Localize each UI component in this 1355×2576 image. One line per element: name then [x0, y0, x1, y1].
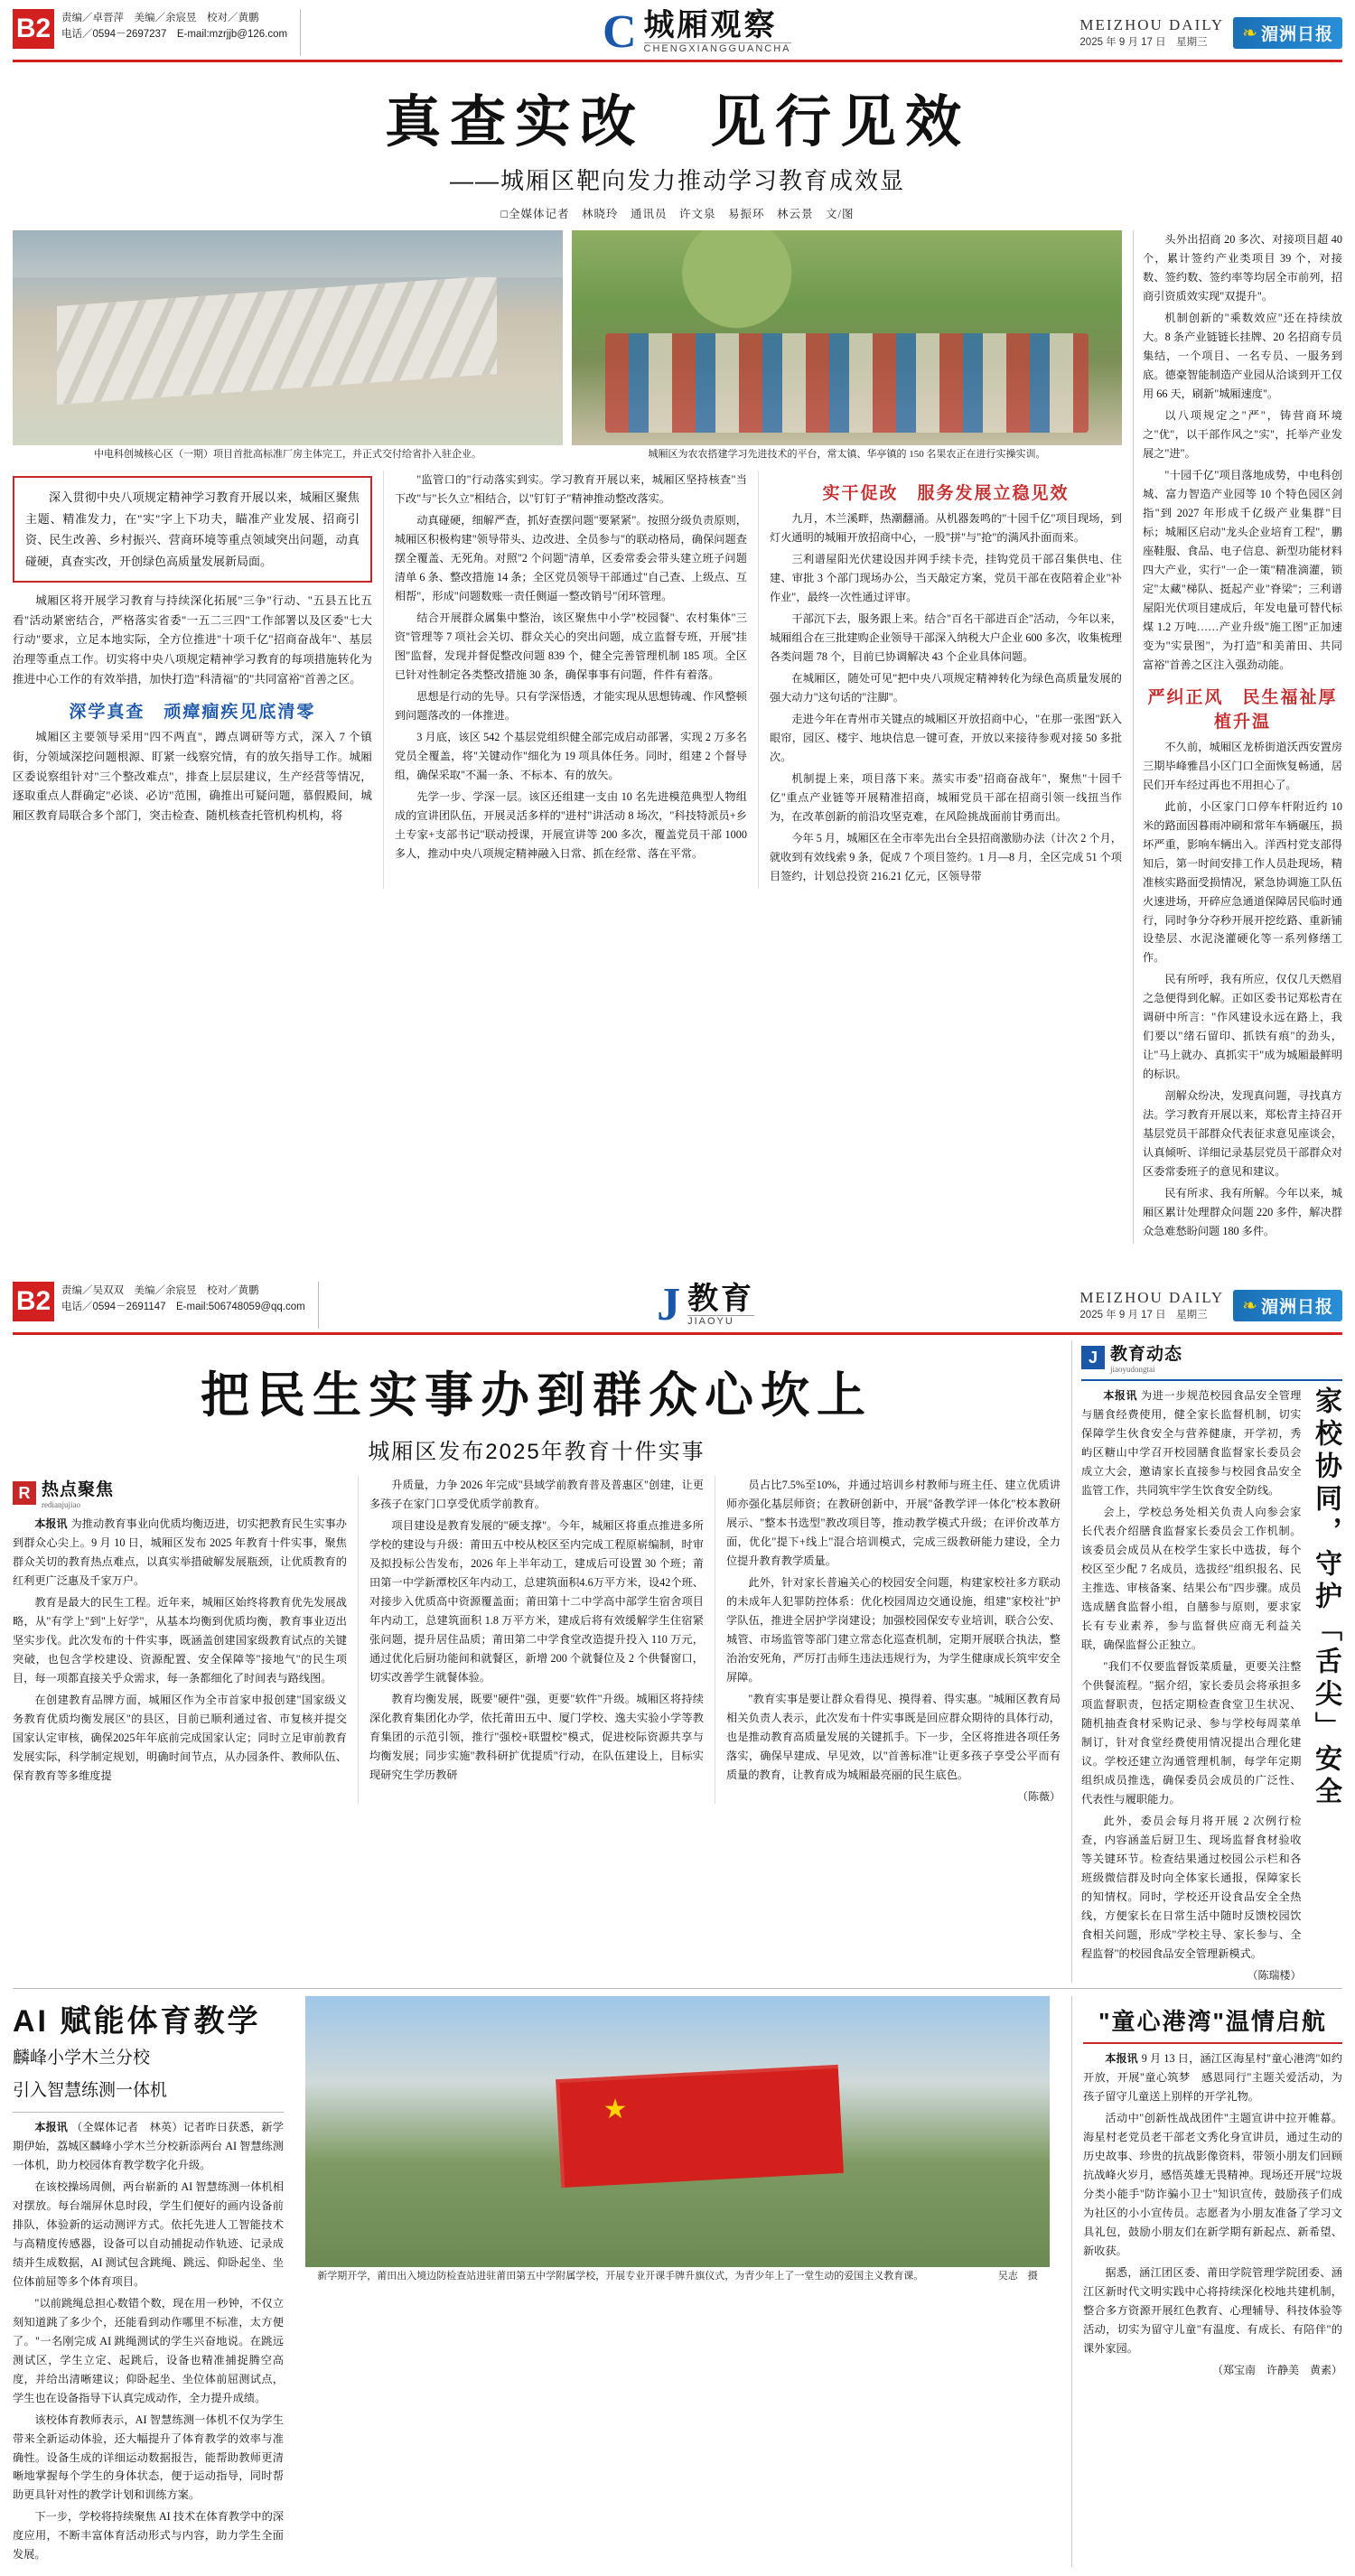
editor-credits [61, 9, 301, 56]
sidebar-paragraph: "我们不仅要监督饭菜质量，更要关注整个供餐流程。"据介绍，家长委员会将承担多项监督职责，包括定期检查食堂卫生状况、随机抽查食材采购记录、参与学校每周菜单制订，针对食堂经费使用情况提出合理化建议。学校还建立沟通管理机制，每学年定期组织成员推选，确保委员会成员的广泛性、代表性与履职能力。 [1081, 1660, 1302, 1806]
body-paragraph: 城厢区主要领导采用"四不两直"，蹲点调研等方式，深入 7 个镇街，分领域深挖问题根源、盯紧一线察究情，有的放矢指导工作。城厢区委说察组针对"三个整改难点"，排查上层层建议，生产经营等情况，逐取重点人群确定"必谈、必访"范围，确推出可疑问题，慕假殿间，城厢区教育局联合多个部门，突击检查、随机核查托管机构机构，将 [13, 731, 372, 822]
body-paragraph: 先学一步、学深一层。该区还组建一支由 10 名先进模范典型人物组成的宣讲团队伍，开展灵活多样的"进村"讲活动 8 场次，"科技特派员+乡土专家+支部书记"联动授课，开展宣讲等 200 多次，覆盖党员干部 1000 多人，推动中央八项规定精神融入日常、抓在经常、落在平常。 [394, 790, 747, 861]
subsection-heading-2: 实干促改 服务发展立稳见效 [822, 484, 1070, 504]
dispatch-label: 本报讯 [34, 2120, 68, 2133]
flag-raising-ceremony-photo [305, 1996, 1050, 2267]
section-name-pinyin: CHENGXIANGGUANCHA [643, 43, 791, 55]
hotspot-pinyin: redianjujiao [42, 1500, 80, 1510]
sidebar-paragraph: "十园千亿"项目落地成势，中电科创城、富力智造产业园等 10 个特色园区剑指"到 2027 年形成千亿级产业集群"目标；城厢区启动"龙头企业培育工程"，鹏座鞋服、食品、电子信息、新型功能材料四大产业，实行"一企一策"精准滴灌，锁定"太藏"梯队、挺起产业"脊梁"；三利谱屋阳光伏项目建成后，年发电量可替代标煤 1.2 万吨……产业升级"施工图"正加速变为"实景图"，为打造"和美莆田、共同富裕"首善之区注入强劲动能。 [1143, 468, 1342, 671]
page-2-headline: 把民生实事办到群众心坎上 [201, 1368, 873, 1423]
credits-line-2: 电话／0594－2697237 E-mail:mzrjjb@126.com [61, 28, 288, 40]
ai-article-subtitle-2: 引入智慧练测一体机 [13, 2081, 168, 2101]
section-name-pinyin: JIAOYU [687, 1315, 754, 1328]
dispatch-label: 本报讯 [1103, 1389, 1137, 1403]
page-1-subheadline: ——城厢区靶向发力推动学习教育成效显 [449, 167, 905, 194]
sidebar-paragraph: 机制创新的"乘数效应"还在持续放大。8 条产业链链长挂牌、20 名招商专员集结，一个项目、一名专员、一服务到底。德豪智能制造产业园从洽谈到开工仅用 66 天，刷新"城厢速度"。 [1143, 311, 1342, 400]
section-letter: J [657, 1279, 681, 1331]
tongxin-paragraph: 据悉，涵江团区委、莆田学院管理学院团委、涵江区新时代文明实践中心将持续深化校地共建机制，整合多方资源开展红色教育、心理辅导、科技体验等活动，切实为留守儿童"有温度、有成长、有陪伴"的课外家园。 [1083, 2265, 1342, 2355]
body-paragraph: 结合开展群众属集中整治，该区聚焦中小学"校园餐"、农村集体"三资"管理等 7 项社会关切、群众关心的突出问题，成立监督专班，开展"挂图"监督，发现并督促整改问题 839 个，健全完善管理机制 185 项。全区已针对性制定各类整改措施 30 条，确保事事有问题，件件有着落。 [394, 611, 747, 682]
body-paragraph: 项目建设是教育发展的"硬支撑"。今年，城厢区将重点推进多所学校的建设与升级：莆田五中校从校区至内完成工程原崭编制，时审及拟投标公告发布，2026 年上半年动工，建成后可设置 30 个班；莆田第一中学新潭校区年内动工，总建筑面积4.6万平方米，设42个班、对接步入优质高中资源覆盖面；莆田第十二中学高中部学生宿舍项目年内动工，总建筑面积 1.8 万平方米，建成后将有效缓解学生住宿紧张问题，提升居住品质；莆田第二中学食堂改造提升投入 110 万元，通过优化后厨功能间和就餐区，新增 200 个就餐位及 2 个供餐窗口，切实改善学生就餐体验。 [369, 1519, 704, 1685]
section-name-cn: 城厢观察 [643, 8, 778, 43]
publication-logo [1233, 17, 1342, 49]
sidebar-vertical-headline: 家校协同，守护「舌尖」安全 [1311, 1386, 1341, 1810]
tongxin-author-credit: （郑宝南 许静美 黄素） [1211, 2363, 1342, 2376]
logo-text: 湄洲日报 [1260, 24, 1333, 44]
credits-line-2: 电话／0594－2691147 E-mail:506748059@qq.com [61, 1302, 305, 1313]
sidebar-paragraph: 不久前，城厢区龙桥街道沃西安置房三期毕峰雅昌小区门口全面恢复畅通，居民们开车经过再也不用担心了。 [1143, 740, 1342, 791]
tongxin-title: "童心港湾"温情启航 [1098, 2007, 1327, 2035]
hotspot-letter-badge: R [13, 1481, 36, 1505]
body-paragraph: 九月，木兰溪畔，热潮翻涌。从机器轰鸣的"十园千亿"项目现场，到灯火通明的城厢开放招商中心，一股"拼"与"抢"的满风扑面而来。 [769, 512, 1122, 545]
sidebar-subsection-heading: 严纠正风 民生福祉厚植升温 [1147, 687, 1338, 732]
section-title-block [332, 1279, 1080, 1331]
sidebar-author-credit: （陈瑞楼） [1247, 1968, 1302, 1982]
divider [1081, 1379, 1342, 1381]
dateline: 2025 年 9 月 17 日 星期三 [1079, 1310, 1208, 1321]
body-paragraph: 思想是行动的先导。只有学深悟透，才能实现从思想铸魂、作风整顿到问题落改的一体推进。 [394, 690, 747, 723]
divider [1083, 2042, 1342, 2044]
publication-logo [1233, 1290, 1342, 1321]
dispatch-label: 本报讯 [1105, 2051, 1138, 2065]
body-paragraph: 三利谱屋阳光伏建设因并网手续卡壳，挂钩党员干部召集供电、住建、审批 3 个部门现场办公，当天敲定方案，党员干部在夜陪着企业"补作业"，最终一次性通过评审。 [769, 553, 1122, 604]
page-2-sidebar [1071, 1340, 1342, 1983]
photo-caption: 中电科创城核心区（一期）项目首批高标准厂房主体完工，并正式交付给省扑入驻企业。 [94, 449, 481, 460]
newspaper-page-1 [0, 0, 1355, 1253]
sidebar-paragraph: 民有所呼，我有所应，仅仅几天燃眉之急便得到化解。正如区委书记郑松青在调研中所言："作风建设永远在路上，我们要以"绪石留印、抓铁有痕"的劲头，让"马上就办、真抓实干"成为城厢最鲜明的标识。 [1143, 973, 1342, 1081]
photo-caption: 新学期开学，莆田出入境边防检查站进驻莆田第五中学附属学校，开展专业开课手牌升旗仪式，为青少年上了一堂生动的爱国主义教育课。 吴志 摄 [317, 2270, 1038, 2282]
newspaper-page-2 [0, 1273, 1355, 2576]
article-author-credit: （陈薇） [1016, 1789, 1061, 1803]
dispatch-label: 本报讯 [34, 1517, 68, 1531]
sidebar-paragraph: 头外出招商 20 多次、对接项目超 40 个，累计签约产业类项目 39 个，对接数、签约数、签约率等均居全市前列，招商引资质效实现"双提升"。 [1143, 233, 1342, 303]
page-2-subheadline: 城厢区发布2025年教育十件实事 [368, 1440, 706, 1465]
credits-line-1: 责编／吴双双 美编／余宸昱 校对／黄鹏 [61, 1285, 259, 1297]
flag-ceremony-photo-block [294, 1996, 1061, 2568]
page-separator [0, 1253, 1355, 1273]
sidebar-paragraph: 剖解众纷决，发现真问题，寻找真方法。学习教育开展以来，郑松青主持召开基层党员干部群众代表征求意见座谈会，认真倾听、详细记录基层党员干部群众对区委常委班子的意见和建议。 [1143, 1089, 1342, 1179]
page-1-headline: 真查实改 见行见效 [384, 91, 970, 154]
sidebar-paragraph: 此前，小区家门口停车杆附近约 10 米的路面因暮雨冲刷和常年车辆碾压，损坏严重，影响车辆出入。洋西村党支部得知后，第一时间安排工作人员赴现场，精准核实路面受损情况，紧急协调施工队伍火速进场，开碎应急通道保障居民临时通行，同时争分夺秒开展开挖纥路、重新铺设垫层、水泥浇灌硬化等一系列修缮工作。 [1143, 799, 1342, 965]
masthead-right [1079, 9, 1342, 56]
ai-article [13, 1996, 284, 2568]
logo-text: 湄洲日报 [1260, 1297, 1333, 1317]
sidebar-letter-badge: J [1081, 1346, 1105, 1369]
section-name-cn: 教育 [687, 1281, 755, 1316]
body-paragraph: 员占比7.5%至10%，并通过培训乡村教师与班主任、建立优质讲师亦强化基层师资；在教研创新中，开展"备教学评一体化"校本教研展示、"整本书选型"教改项目等，推动教学模式升级；在评价改革方面，优化"提下+线上"混合培训模式，完成三级教研能力建设，全力位提升教育教学质量。 [726, 1479, 1061, 1568]
lead-paragraph: 为推动教育事业向优质均衡迈进，切实把教育民生实事办到群众心尖上。9 月 10 日，城厢区发布 2025 年教育十件实事，聚焦群众关切的教育热点难点，以真实举措破解发展瓶颈，让优质教育的红利更广泛惠及千家万户。 [13, 1517, 347, 1588]
body-paragraph: 机制提上来，项目落下来。蒸实市委"招商奋战年"，聚焦"十园千亿"重点产业链等开展精准招商，城厢党员干部在招商引领一线扭当作为，在改革创新的前沿攻坚克难，在风险挑战面前甘勇而出。 [769, 772, 1122, 824]
masthead-page-2 [13, 1279, 1342, 1335]
page-1-byline: □全媒体记者 林晓玲 通讯员 许文泉 易振环 林云景 文/图 [500, 208, 855, 220]
ai-paragraph: "以前跳绳总担心数错个数，现在用一秒钟，不仅立刻知道跳了多少个，还能看到动作哪里不标准，太方便了。"一名刚完成 AI 跳绳测试的学生兴奋地说。在跳远测试区，学生立定、起跳后，设备也精准捕捉腾空高度，并给出清晰建议；仰卧起坐、坐位体前屈测试点，学生也在设备指导下认真完成动作，全力提升成绩。 [13, 2296, 284, 2404]
sidebar-paragraph: 为进一步规范校园食品安全管理与膳食经费使用，健全家长监督机制，切实保障学生伙食安全与营养健康，开学初，秀屿区糖山中学召开校园膳食监督家长委员会成立大会，邀请家长直接参与校园食品安全监管工作，共同筑牢学生饮食安全防线。 [1081, 1389, 1302, 1498]
body-paragraph: 3 月底，该区 542 个基层党组织健全部完成启动部署，实现 2 万多名党员全覆盖，将"关键动作"细化为 19 项具体任务。同时，组建 2 个督导组，确保采取"不漏一条、不标本、有的放矢。 [394, 731, 747, 782]
daily-title-en: MEIZHOU DAILY [1079, 16, 1225, 33]
photo-caption: 城厢区为农农搭建学习先进技术的平台，常太镇、华亭镇的 150 名果农正在进行实操实训。 [648, 449, 1046, 460]
page-badge: B2 [13, 1282, 54, 1321]
body-paragraph: 动真碰硬，细解严查，抓好查摆问题"要紧紧"。按照分级负责原则，城厢区积极构建"领导带头、边改进、全员参与"的联动格局，确保问题查摆全覆盖、无死角。对照"2 个问题"清单，区委常委会带头建立班子问题清单 6 条、整改措施 14 条；全区党员领导干部通过"自己查、上级点、互相帮"，形成"问题数账一责任侧逼一整改销号"闭环管理。 [394, 514, 747, 603]
dateline: 2025 年 9 月 17 日 星期三 [1079, 37, 1208, 48]
sidebar-paragraph: 此外，委员会每月将开展 2 次例行检查，内容涵盖后厨卫生、现场监督食材验收等关键环节。检查结果通过校园公示栏和各班级微信群及时向全体家长通报，保障家长的知情权。同时，学校还开设食品安全全热线，方便家长在日常生活中随时反馈校园饮食相关问题，形成"学校主导、家长参与、全程监督"的校园食品安全管理新模式。 [1081, 1814, 1302, 1960]
body-paragraph: 升质量，力争 2026 年完成"县域学前教育普及普惠区"创建，让更多孩子在家门口享受优质学前教育。 [369, 1479, 704, 1511]
body-paragraph: "教育实事是要让群众看得见、摸得着、得实惠。"城厢区教育局相关负责人表示，此次发布十件实事既是回应群众期待的具体行动，也是推动教育高质量发展的关键抓手。下一步，全区将推进各项任务落实，确保早建成、早见效，以"首善标准"让更多孩子享受公平而有质量的教育，让教育成为城厢最亮丽的民生底色。 [726, 1693, 1061, 1781]
masthead-right [1079, 1282, 1342, 1329]
section-title-block [313, 6, 1079, 58]
body-paragraph: 教育均衡发展，既要"硬件"强，更要"软件"升级。城厢区将持续深化教育集团化办学，依托莆田五中、厦门学校、逸夫实验小学等教育集团的示范引领，推行"强校+联盟校"模式，促进校际资源共享与均衡发展；同步实施"教科研扩优提质"行动，在队伍建设上，目标实现研究生学历教研 [369, 1693, 704, 1781]
swoosh-icon: ❧ [1242, 1295, 1257, 1316]
sidebar-kicker-pinyin: jiaoyudongtai [1110, 1365, 1155, 1375]
body-paragraph: 干部沉下去，服务跟上来。结合"百名干部进百企"活动，今年以来，城厢组合在三批建购企业领导干部深入纳税大户企业 600 多次，收集梳理各类问题 78 个，目前已协调解决 43 个企业具体问题。 [769, 612, 1122, 664]
body-paragraph: 今年 5 月，城厢区在全市率先出台全县招商激励办法（计次 2 个月，就收到有效线索 9 条，促成 7 个项目签约。1 月—8 月，全区完成 51 个项目签约，计划总投资 216.21 亿元，区领导带 [769, 832, 1122, 883]
sidebar-kicker-title: 教育动态 [1110, 1345, 1183, 1365]
body-paragraph: "监管口的"行动落实到实。学习教育开展以来，城厢区坚持核查"当下改"与"长久立"相结合，以"钉钉子"精神推动整改落实。 [394, 473, 747, 506]
education-news-kicker [1081, 1340, 1342, 1374]
ai-article-subtitle-1: 麟峰小学木兰分校 [13, 2048, 151, 2067]
tongxin-article [1071, 1996, 1342, 2568]
intro-paragraph: 城厢区将开展学习教育与持续深化拓展"三争"行动、"五县五比五看"活动紧密结合，严格落实省委"一五二三四"工作部署以及区委"七大行动"要求，立足本地实际，全方位推进"十项千亿"招商奋战年"、基层治理等重点工作。切实将中央八项规定精神学习教育的每项措施转化为推进中心工作的有效举措，加快打造"科清福"的"共同富裕"首善之区。 [13, 593, 372, 686]
lead-paragraph: 教育是最大的民生工程。近年来，城厢区始终将教育优先发展战略，从"有学上"到"上好学"，从基本均衡到优质均衡，教育事业迈出坚实步伐。此次发布的十件实事，既涵盖创建国家级教育试点的关键突破，也包含学校建设、资源配置、安全保障等"接地气"的民生项目，每一项都直接关乎众需求，每一条都细化了时间表与路线图。 [13, 1596, 347, 1685]
tongxin-paragraph: 活动中"创新性战战团件"主题宣讲中拉开帷幕。海星村老党员老干部老文秀化身宣讲员，通过生动的历史故事、珍贵的抗战影像资料，带领小朋友们回顾抗战峰火岁月，感悟英雄无畏精神。现场还开展"垃圾分类小能手"防诈骗小卫士"知识宣传，鼓励孩子们成为社区的小小宣传员。志愿者为小朋友准备了学习文具礼包，鼓励小朋友们在新学期有新起点、新希望、新收获。 [1083, 2111, 1342, 2257]
farm-training-photo [572, 230, 1122, 445]
tongxin-paragraph: 9 月 13 日，涵江区海星村"童心港湾"如约开放，开展"童心筑梦 感恩同行"主题关爱活动，为孩子留守儿童送上别样的开学礼物。 [1083, 2051, 1342, 2103]
page-1-sidebar [1133, 230, 1342, 1244]
hotspot-title: 热点聚焦 [42, 1480, 115, 1500]
photo-row [13, 230, 1122, 467]
divider [13, 1988, 1342, 1989]
ai-paragraph: 在该校操场周侧，两台崭新的 AI 智慧练测一体机相对摆放。每台端屏休息时段，学生们便好的画内设备前排队，体验新的运动测评方式。依托先进人工智能技术与高精度传感器，设备可以自动捕捉动作轨迹、记录成绩并生成数据，AI 测试包含跳绳、跳远、仰卧起坐、坐位体前屈等多个体育项目。 [13, 2179, 284, 2288]
hotspot-kicker [13, 1476, 347, 1509]
swoosh-icon: ❧ [1242, 23, 1257, 43]
sidebar-paragraph: 以八项规定之"严"，铸营商环境之"优"，以干部作风之"实"，托举产业发展之"进"。 [1143, 408, 1342, 460]
ai-paragraph: 下一步，学校将持续聚焦 AI 技术在体育教学中的深度应用，不断丰富体育活动形式与内容，助力学生全面发展。 [13, 2510, 284, 2562]
credits-line-1: 责编／卓晋萍 美编／余宸昱 校对／黄鹏 [61, 13, 259, 23]
lead-summary-box: 深入贯彻中央八项规定精神学习教育开展以来，城厢区聚焦主题、精准发力，在"实"字上下功夫，瞄准产业发展、招商引资、民生改善、乡村振兴、营商环境等重点领域突出问题，动真碰硬，真查实改，开创绿色高质量发展新局面。 [13, 476, 372, 583]
ai-paragraph: （全媒体记者 林英）记者昨日获悉，新学期伊始，荔城区麟峰小学木兰分校新添两台 AI 智慧练测一体机，助力校园体育教学数字化升级。 [13, 2120, 284, 2171]
aerial-industrial-park-photo [13, 230, 563, 445]
body-paragraph: 此外，针对家长普遍关心的校园安全问题，构建家校社多方联动的未成年人犯罪防控体系：优化校园周边交通设施，组建"家校社"护学队伍，推进全居护学岗建设；加强校园保安专业培训，联合公安、城管、市场监管等部门建立常态化巡查机制，定期开展联合执法，整治治安死角，严厉打击师生违法违规行为，为学生健康成长筑牢安全屏障。 [726, 1576, 1061, 1685]
body-paragraph: 在城厢区，随处可见"把中央八项规定精神转化为绿色高质量发展的强大动力"这句话的"注脚"。 [769, 672, 1122, 705]
lead-paragraph: 在创建教育品牌方面，城厢区作为全市首家申报创建"国家级义务教育优质均衡发展区"的县区，目前已顺利通过省、市复核并提交国家认定审核，确保2025年年底前完成国家认定；同时立足审前教育发展实际，科学制定规划，明确时间节点，从办园条件、教师队伍、保育教育等多维度提 [13, 1694, 347, 1783]
sidebar-paragraph: 民有所求、我有所解。今年以来，城厢区累计处理群众问题 220 多件，解决群众急难愁盼问题 180 多件。 [1143, 1187, 1342, 1238]
daily-title-en: MEIZHOU DAILY [1079, 1289, 1225, 1307]
subsection-heading-1: 深学真查 顽瘴痼疾见底清零 [69, 703, 316, 723]
body-paragraph: 走进今年在青州市关键点的城厢区开放招商中心，"在那一张图"跃入眼帘，园区、楼宇、地块信息一键可查，开放以来接待参观对接 50 多批次。 [769, 713, 1122, 764]
ai-article-title: AI 赋能体育教学 [13, 2003, 261, 2039]
section-letter: C [602, 6, 637, 58]
editor-credits [61, 1282, 319, 1329]
page-badge: B2 [13, 9, 54, 49]
ai-paragraph: 该校体育教师表示，AI 智慧练测一体机不仅为学生带来全新运动体验，还大幅提升了体育教学的效率与准确性。设备生成的详细运动数据报告，能帮助教师更清晰地掌握每个学生的身体状态，便于运动指导，同时帮助更具针对性的教学计划和训练方案。 [13, 2413, 284, 2502]
masthead-page-1 [13, 6, 1342, 62]
sidebar-paragraph: 会上，学校总务处相关负责人向参会家长代表介绍膳食监督家长委员会工作机制。该委员会成员从在校学生家长中选拔，每个校区至少配 7 名成员，选拔经"组织报名、民主推选、审核备案、结果公布"四步骤。成员选成膳食监督小组，自膳参与原则，要求家长有专业素养，参与监督供应商无利益关联，确保监督公正独立。 [1081, 1506, 1302, 1652]
